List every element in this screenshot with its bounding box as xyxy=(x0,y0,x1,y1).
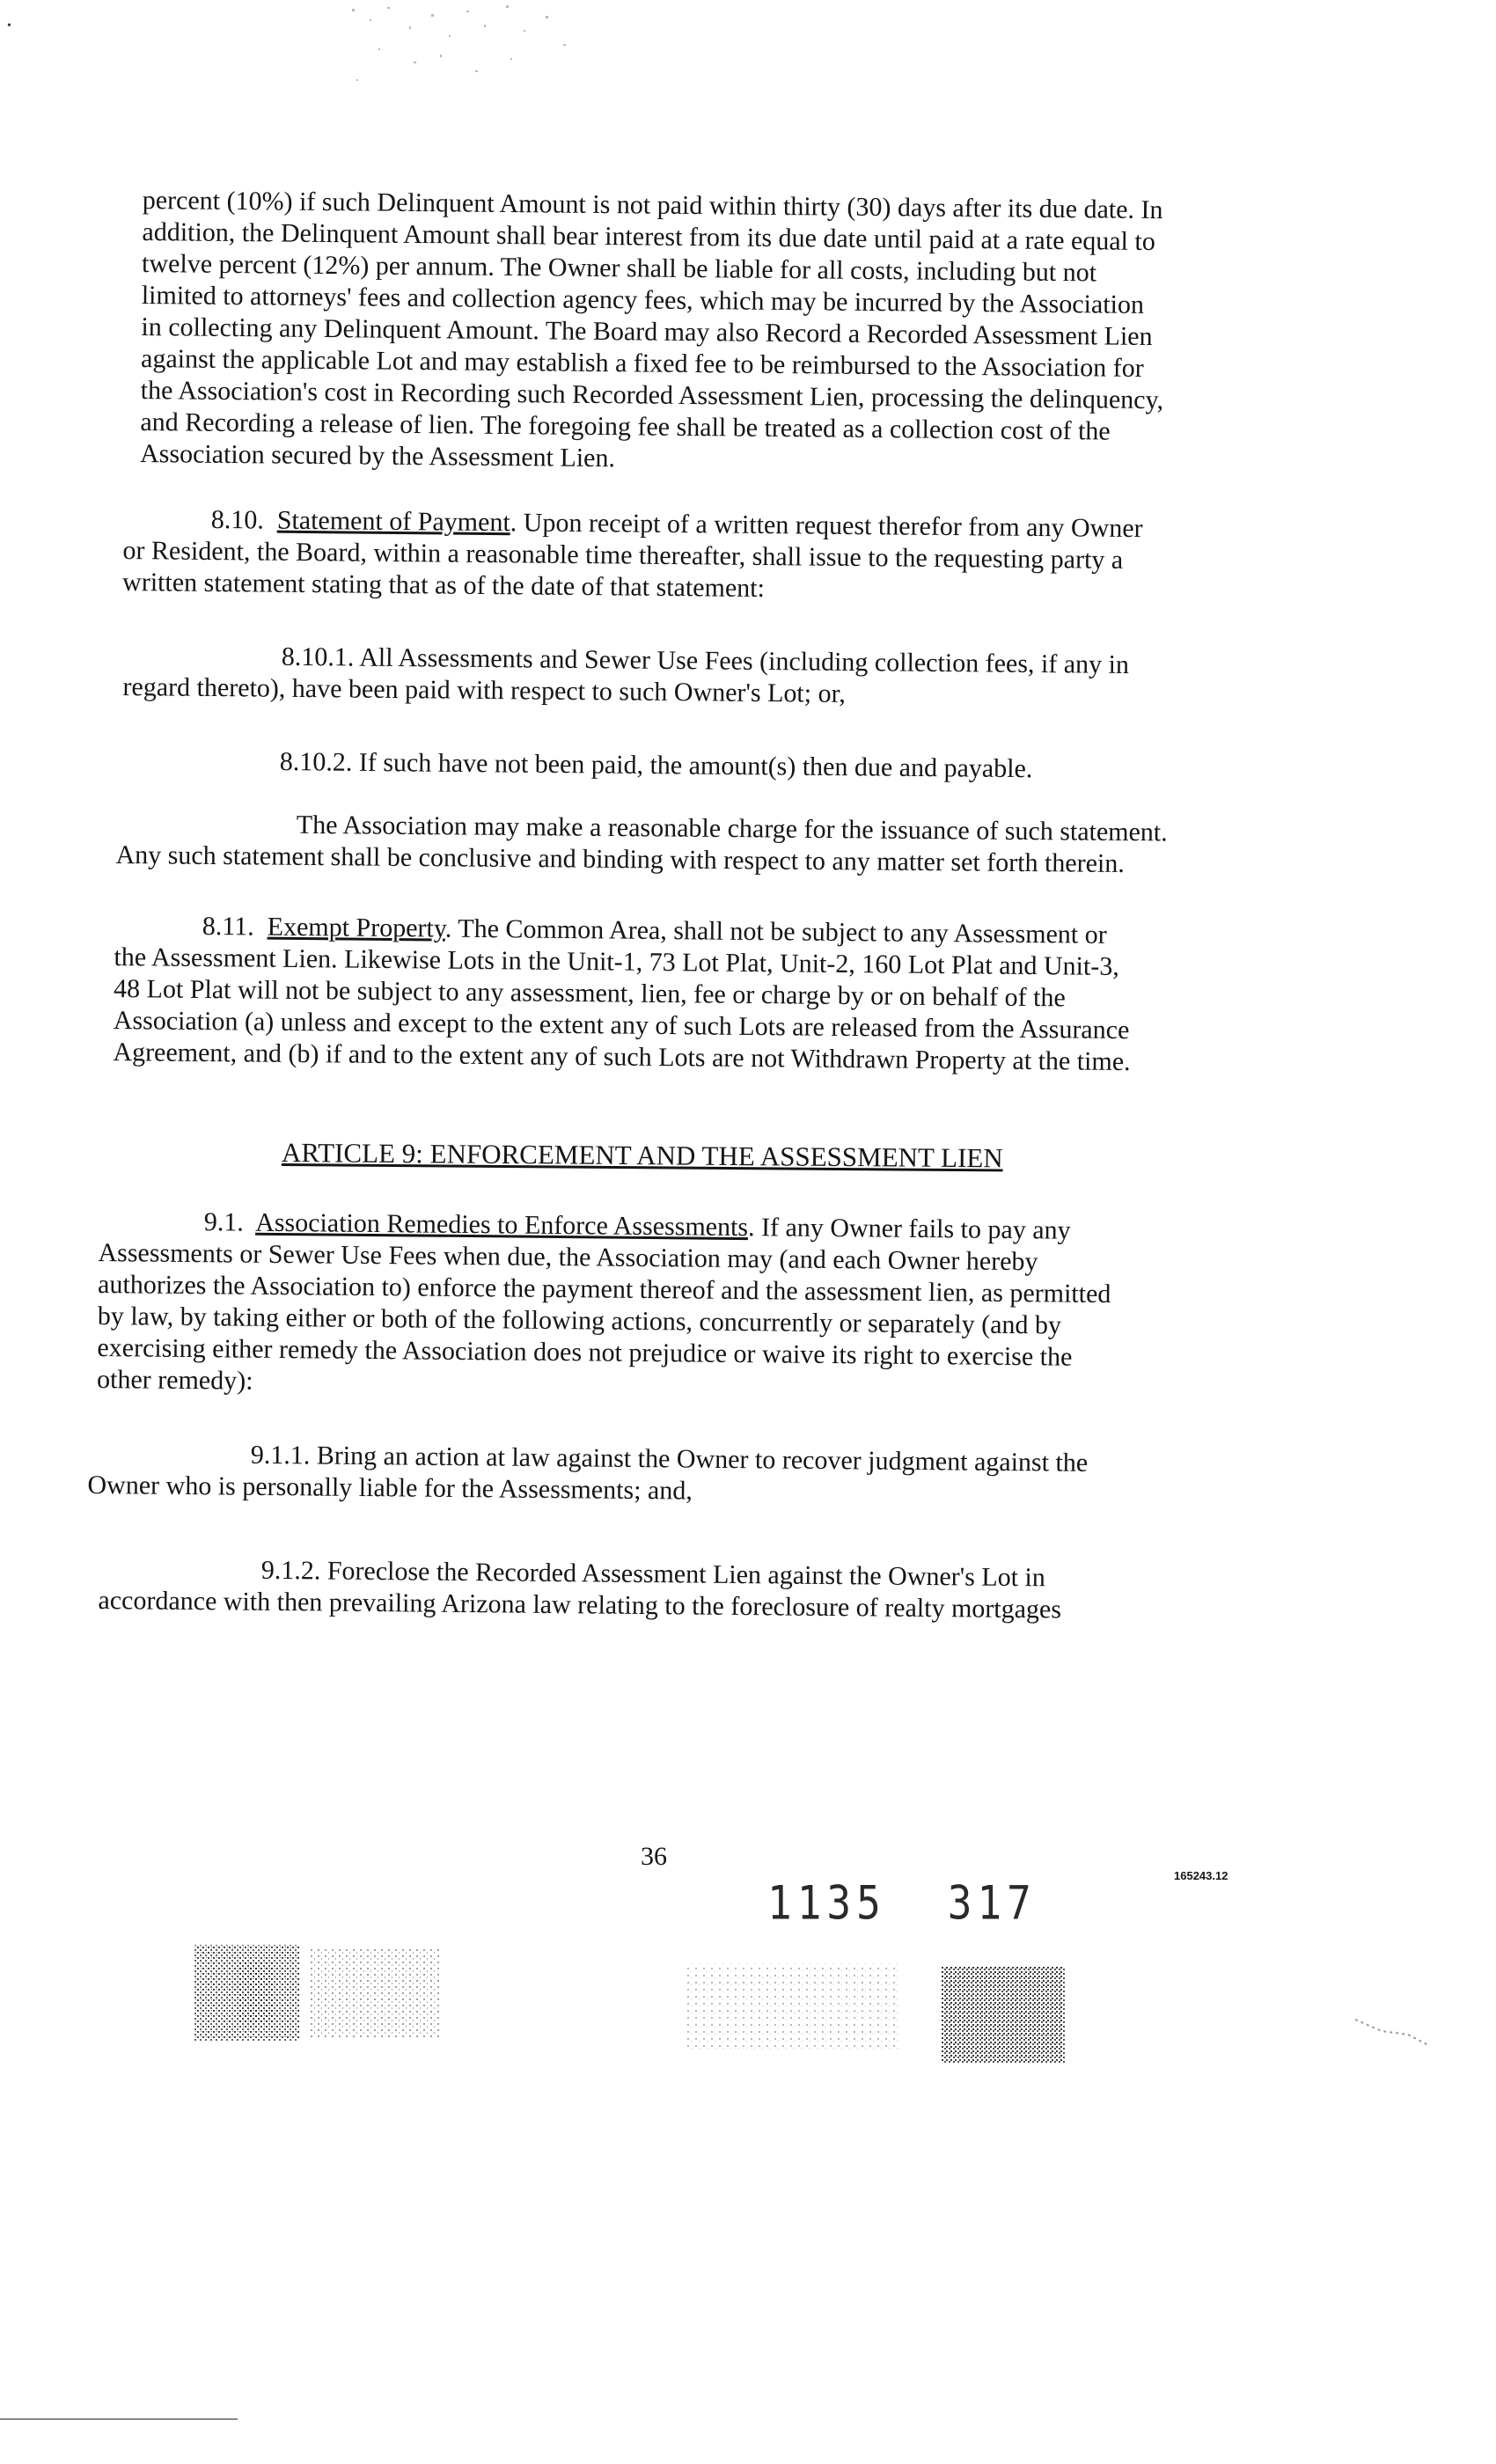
text-line: written statement stating that as of the date of that statement: xyxy=(121,567,766,604)
section-number: 9.1. xyxy=(203,1207,244,1237)
text-line: and Recording a release of lien. The foregoing fee shall be treated as a collection cost of the xyxy=(140,407,1111,446)
subsection-9-1-2 xyxy=(98,1553,1247,1628)
document-id: 165243.12 xyxy=(1174,1869,1228,1882)
text-line: by law, by taking either or both of the following actions, concurrently or separately (and by xyxy=(97,1301,1062,1340)
text-line: Association (a) unless and except to the extent any of such Lots are released from the Assurance xyxy=(113,1005,1130,1045)
scan-edge-line xyxy=(0,2418,238,2420)
text-line: Any such statement shall be conclusive and binding with respect to any matter set forth therein. xyxy=(115,840,1125,879)
text-line: accordance with then prevailing Arizona law relating to the foreclosure of realty mortgages xyxy=(98,1585,1062,1624)
text-line: the Assessment Lien. Likewise Lots in the Unit-1, 73 Lot Plat, Unit-2, 160 Lot Plat and Unit-3, xyxy=(114,942,1119,981)
scan-noise-top xyxy=(334,0,598,97)
subsection-9-1-1 xyxy=(87,1438,1206,1512)
section-number: 8.11. xyxy=(202,911,254,942)
section-text: . The Common Area, shall not be subject to any Assessment or xyxy=(444,913,1107,950)
text-line: regard thereto), have been paid with respect to such Owner's Lot; or, xyxy=(122,671,847,708)
page-number: 36 xyxy=(641,1842,667,1871)
text-line: Association secured by the Assessment Lien. xyxy=(139,438,616,473)
section-text: . If any Owner fails to pay any xyxy=(747,1213,1071,1245)
section-title: Association Remedies to Enforce Assessments xyxy=(255,1207,749,1243)
text-line: twelve percent (12%) per annum. The Owner shall be liable for all costs, including but not xyxy=(141,248,1097,288)
text-line: 8.10.1. All Assessments and Sewer Use Fees (including collection fees, if any in xyxy=(281,642,1130,679)
text-line: authorizes the Association to) enforce the payment thereof and the assessment lien, as permitted xyxy=(97,1269,1111,1309)
text-line: Agreement, and (b) if and to the extent any of such Lots are not Withdrawn Property at the time. xyxy=(113,1037,1131,1077)
paragraph-continuation xyxy=(140,185,1300,481)
section-text: . Upon receipt of a written request therefor from any Owner xyxy=(510,508,1143,544)
section-9-1 xyxy=(97,1206,1265,1407)
statement-charge-paragraph xyxy=(115,808,1273,881)
text-line: addition, the Delinquent Amount shall bear interest from its due date until paid at a rate equal to xyxy=(142,216,1155,257)
text-line: 48 Lot Plat will not be subject to any assessment, lien, fee or charge by or on behalf of the xyxy=(113,973,1066,1013)
text-line: exercising either remedy the Association does not prejudice or waive its right to exercise the xyxy=(97,1332,1073,1372)
article-heading: ARTICLE 9: ENFORCEMENT AND THE ASSESSMENT LIEN xyxy=(281,1137,1003,1174)
text-line: percent (10%) if such Delinquent Amount is not paid within thirty (30) days after its due date. In xyxy=(142,185,1163,225)
section-8-11 xyxy=(113,910,1280,1080)
section-number: 8.10. xyxy=(210,504,264,535)
text-line: in collecting any Delinquent Amount. The Board may also Record a Recorded Assessment Lien xyxy=(141,312,1153,352)
stamp-book-number: 1135 xyxy=(767,1874,886,1931)
scan-mark: • xyxy=(7,19,11,33)
text-line: limited to attorneys' fees and collection agency fees, which may be incurred by the Association xyxy=(141,280,1145,319)
text-line: Assessments or Sewer Use Fees when due, the Association may (and each Owner hereby xyxy=(98,1237,1038,1277)
recording-stamp xyxy=(767,1875,1037,1930)
subsection-8-10-1 xyxy=(122,640,1285,715)
text-line: 8.10.2. If such have not been paid, the amount(s) then due and payable. xyxy=(279,746,1033,784)
section-title: Exempt Property xyxy=(267,912,446,943)
text-line: against the applicable Lot and may establish a fixed fee to be reimbursed to the Association for xyxy=(140,343,1144,383)
scan-noise-bottom-right xyxy=(678,1945,1100,2068)
scan-noise-bottom-left xyxy=(176,1936,466,2059)
text-line: Owner who is personally liable for the Assessments; and, xyxy=(87,1470,693,1506)
text-line: The Association may make a reasonable charge for the issuance of such statement. xyxy=(296,810,1168,847)
subsection-8-10-2 xyxy=(280,746,1160,787)
section-title: Statement of Payment xyxy=(276,505,510,538)
scan-noise-edge xyxy=(1355,2015,1434,2050)
text-line: or Resident, the Board, within a reasonable time thereafter, shall issue to the requesting party a xyxy=(122,535,1124,575)
text-line: 9.1.1. Bring an action at law against the Owner to recover judgment against the xyxy=(250,1440,1089,1478)
stamp-page-number: 317 xyxy=(947,1874,1037,1931)
text-line: 9.1.2. Foreclose the Recorded Assessment Lien against the Owner's Lot in xyxy=(260,1555,1046,1593)
text-line: other remedy): xyxy=(96,1364,253,1396)
section-8-10 xyxy=(122,503,1285,610)
text-line: the Association's cost in Recording such Recorded Assessment Lien, processing the delinquency, xyxy=(140,375,1164,415)
